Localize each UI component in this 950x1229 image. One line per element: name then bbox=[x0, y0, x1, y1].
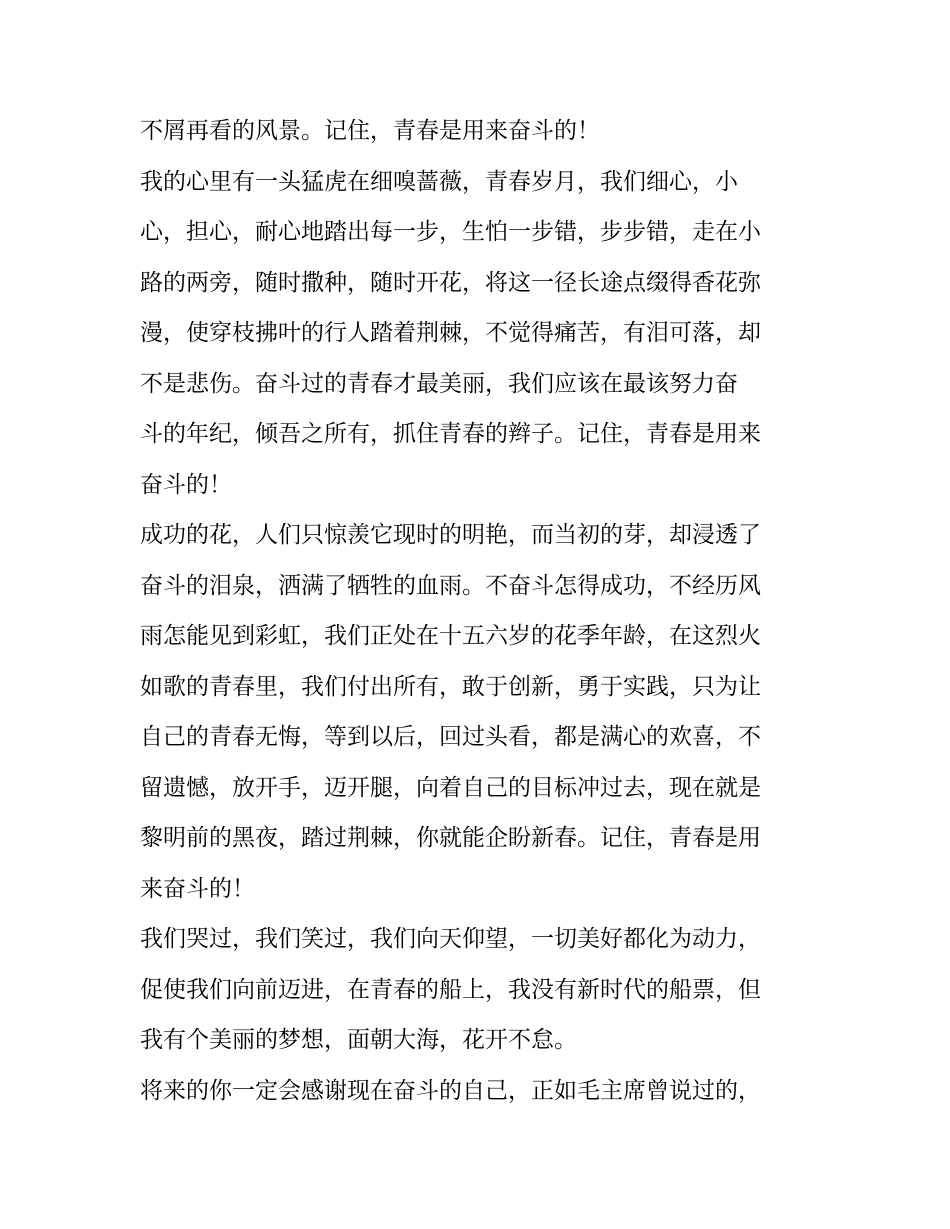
text-line: 雨怎能见到彩虹，我们正处在十五六岁的花季年龄，在这烈火 bbox=[140, 623, 761, 649]
text-line: 促使我们向前迈进，在青春的船上，我没有新时代的船票，但 bbox=[140, 976, 761, 1003]
text-line: 留遗憾，放开手，迈开腿，向着自己的目标冲过去，现在就是 bbox=[140, 774, 761, 801]
text-line: 自己的青春无悔，等到以后，回过头看，都是满心的欢喜，不 bbox=[140, 724, 761, 750]
text-line: 我们哭过，我们笑过，我们向天仰望，一切美好都化为动力， bbox=[140, 926, 761, 952]
text-line: 斗的年纪，倾吾之所有，抓住青春的辫子。记住，青春是用来 bbox=[140, 421, 761, 447]
text-line: 不是悲伤。奋斗过的青春才最美丽，我们应该在最该努力奋 bbox=[140, 370, 738, 397]
text-line: 心，担心，耐心地踏出每一步，生怕一步错，步步错，走在小 bbox=[140, 219, 761, 245]
text-line: 路的两旁，随时撒种，随时开花，将这一径长途点缀得香花弥 bbox=[140, 269, 761, 296]
text-line: 奋斗的泪泉，洒满了牺牲的血雨。不奋斗怎得成功，不经历风 bbox=[140, 572, 761, 599]
text-line: 我有个美丽的梦想，面朝大海，花开不怠。 bbox=[140, 1027, 577, 1053]
text-line: 来奋斗的！ bbox=[140, 875, 255, 902]
text-line: 我的心里有一头猛虎在细嗅蔷薇，青春岁月，我们细心，小 bbox=[140, 168, 738, 195]
text-line: 不屑再看的风景。记住，青春是用来奋斗的！ bbox=[140, 118, 600, 144]
text-line: 黎明前的黑夜，踏过荆棘，你就能企盼新春。记住，青春是用 bbox=[140, 825, 761, 851]
text-line: 奋斗的！ bbox=[140, 471, 232, 498]
text-line: 如歌的青春里，我们付出所有，敢于创新，勇于实践，只为让 bbox=[140, 673, 761, 700]
text-line: 漫，使穿枝拂叶的行人踏着荆棘，不觉得痛苦，有泪可落，却 bbox=[140, 320, 761, 346]
text-line: 成功的花，人们只惊羡它现时的明艳，而当初的芽，却浸透了 bbox=[140, 522, 761, 548]
document-body bbox=[140, 106, 820, 1116]
text-line: 将来的你一定会感谢现在奋斗的自己，正如毛主席曾说过的， bbox=[140, 1077, 761, 1104]
